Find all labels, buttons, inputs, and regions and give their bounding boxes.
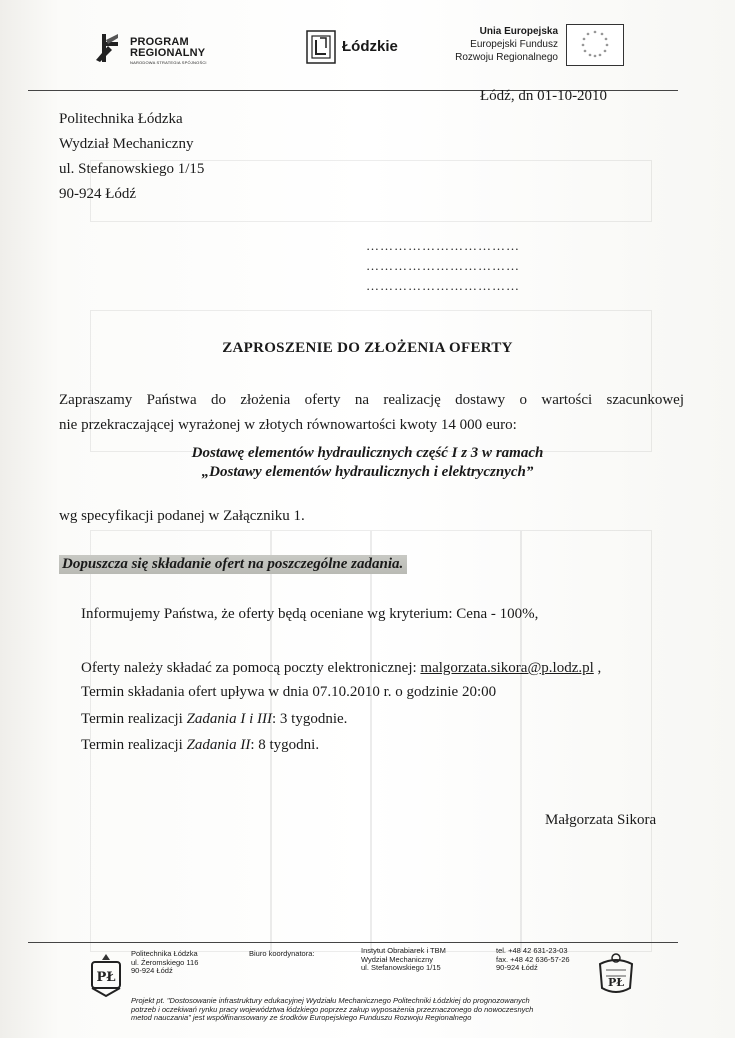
sender-line3: ul. Stefanowskiego 1/15 xyxy=(59,161,205,177)
realization2-prefix: Termin realizacji xyxy=(81,737,187,753)
footer-col4: tel. +48 42 631-23-03 fax. +48 42 636-57-26 90-924 Łódź xyxy=(496,946,570,972)
eu-logo-block xyxy=(430,24,630,70)
document-title: ZAPROSZENIE DO ZŁOŻENIA OFERTY xyxy=(222,340,513,356)
document-date: Łódź, dn 01-10-2010 xyxy=(480,88,608,104)
footer-project-line2: potrzeb i oczekiwań rynku pracy województwa łódzkiego poprzez zakup wyposażenia przeznaczonego do nowoczesnych xyxy=(131,1004,534,1014)
logo-right-text: PŁ xyxy=(607,976,625,989)
svg-text:*: * xyxy=(603,49,607,56)
svg-text:*: * xyxy=(582,37,586,44)
eu-line1: Unia Europejska xyxy=(479,26,558,37)
realization-line2 xyxy=(81,737,319,754)
criteria-line: Informujemy Państwa, że oferty będą oceniane wg kryterium: Cena - 100%, xyxy=(81,606,539,622)
svg-text:*: * xyxy=(588,53,592,60)
subject-line2: „Dostawy elementów hydraulicznych i elektrycznych” xyxy=(201,464,534,480)
email-line xyxy=(81,660,601,677)
program-regionalny-mark-icon xyxy=(94,32,124,64)
svg-text:*: * xyxy=(586,32,590,39)
email-prefix: Oferty należy składać za pomocą poczty elektronicznej: xyxy=(81,660,421,676)
svg-text:*: * xyxy=(600,32,604,39)
realization1-prefix: Termin realizacji xyxy=(81,711,187,727)
realization2-suffix: : 8 tygodni. xyxy=(250,737,320,753)
footer-rule xyxy=(28,942,678,943)
sender-line4: 90-924 Łódź xyxy=(59,186,137,202)
recipient-dots-line3: …………………………… xyxy=(366,278,520,293)
recipient-dots-line2: …………………………… xyxy=(366,258,520,273)
intro-line2: nie przekraczającej wyrażonej w złotych równowartości kwoty 14 000 euro: xyxy=(59,417,517,433)
sender-line2: Wydział Mechaniczny xyxy=(59,136,194,152)
partial-offers-highlight: Dopuszcza się składanie ofert na poszczególne zadania. xyxy=(59,555,407,574)
footer-project-line1: Projekt pt. "Dostosowanie infrastruktury edukacyjnej Wydziału Mechanicznego Politechniki Łódzkiej do prognozowanych xyxy=(131,996,530,1005)
footer-col1: Politechnika Łódzka ul. Żeromskiego 116 90-924 Łódź xyxy=(131,949,199,975)
svg-text:*: * xyxy=(581,43,585,50)
logo-left-text: PŁ xyxy=(96,970,116,985)
lodzkie-logo-text: Łódzkie xyxy=(342,38,398,55)
lodzkie-logo xyxy=(306,30,406,66)
eu-line3: Rozwoju Regionalnego xyxy=(455,52,558,63)
footer-col2: Biuro koordynatora: xyxy=(249,949,315,958)
intro-line1: Zapraszamy Państwa do złożenia oferty na realizację dostawy o wartości szacunkowej xyxy=(59,392,684,408)
eu-line2: Europejski Fundusz xyxy=(470,39,558,50)
contact-email-link[interactable]: malgorzata.sikora@p.lodz.pl xyxy=(420,660,594,676)
subject-line1: Dostawę elementów hydraulicznych część I z 3 w ramach xyxy=(191,445,544,461)
sender-line1: Politechnika Łódzka xyxy=(59,111,183,127)
realization1-suffix: : 3 tygodnie. xyxy=(271,711,348,727)
svg-text:*: * xyxy=(583,49,587,56)
realization1-tasks: Zadania I i III xyxy=(186,711,272,727)
specification-line: wg specyfikacji podanej w Załączniku 1. xyxy=(59,508,305,524)
lodzkie-emblem-icon xyxy=(306,30,336,64)
footer-project-line3: metod nauczania" jest współfinansowany ze środków Europejskiego Funduszu Rozwoju Regionalnego xyxy=(131,1013,472,1022)
program-regionalny-logo xyxy=(94,32,234,68)
footer-project xyxy=(131,997,591,1023)
footer-col3: Instytut Obrabiarek i TBM Wydział Mechaniczny ul. Stefanowskiego 1/15 xyxy=(361,946,446,972)
svg-text:*: * xyxy=(604,37,608,44)
program-logo-line2: REGIONALNY xyxy=(130,47,206,59)
politechnika-emblem-left-icon xyxy=(86,952,126,998)
program-logo-line3: NARODOWA STRATEGIA SPÓJNOŚCI xyxy=(130,60,207,65)
program-logo-line1: PROGRAM xyxy=(130,36,189,48)
recipient-dots-line1: …………………………… xyxy=(366,238,520,253)
svg-text:*: * xyxy=(593,54,597,61)
deadline-line: Termin składania ofert upływa w dnia 07.10.2010 r. o godzinie 20:00 xyxy=(81,684,497,700)
realization-line1 xyxy=(81,711,347,728)
signature: Małgorzata Sikora xyxy=(545,812,657,828)
svg-text:*: * xyxy=(605,43,609,50)
eu-flag-icon xyxy=(566,24,624,66)
politechnika-emblem-right-icon xyxy=(596,950,636,998)
realization2-tasks: Zadania II xyxy=(186,737,251,753)
svg-text:*: * xyxy=(598,53,602,60)
svg-text:*: * xyxy=(593,30,597,37)
email-suffix: , xyxy=(593,660,602,676)
